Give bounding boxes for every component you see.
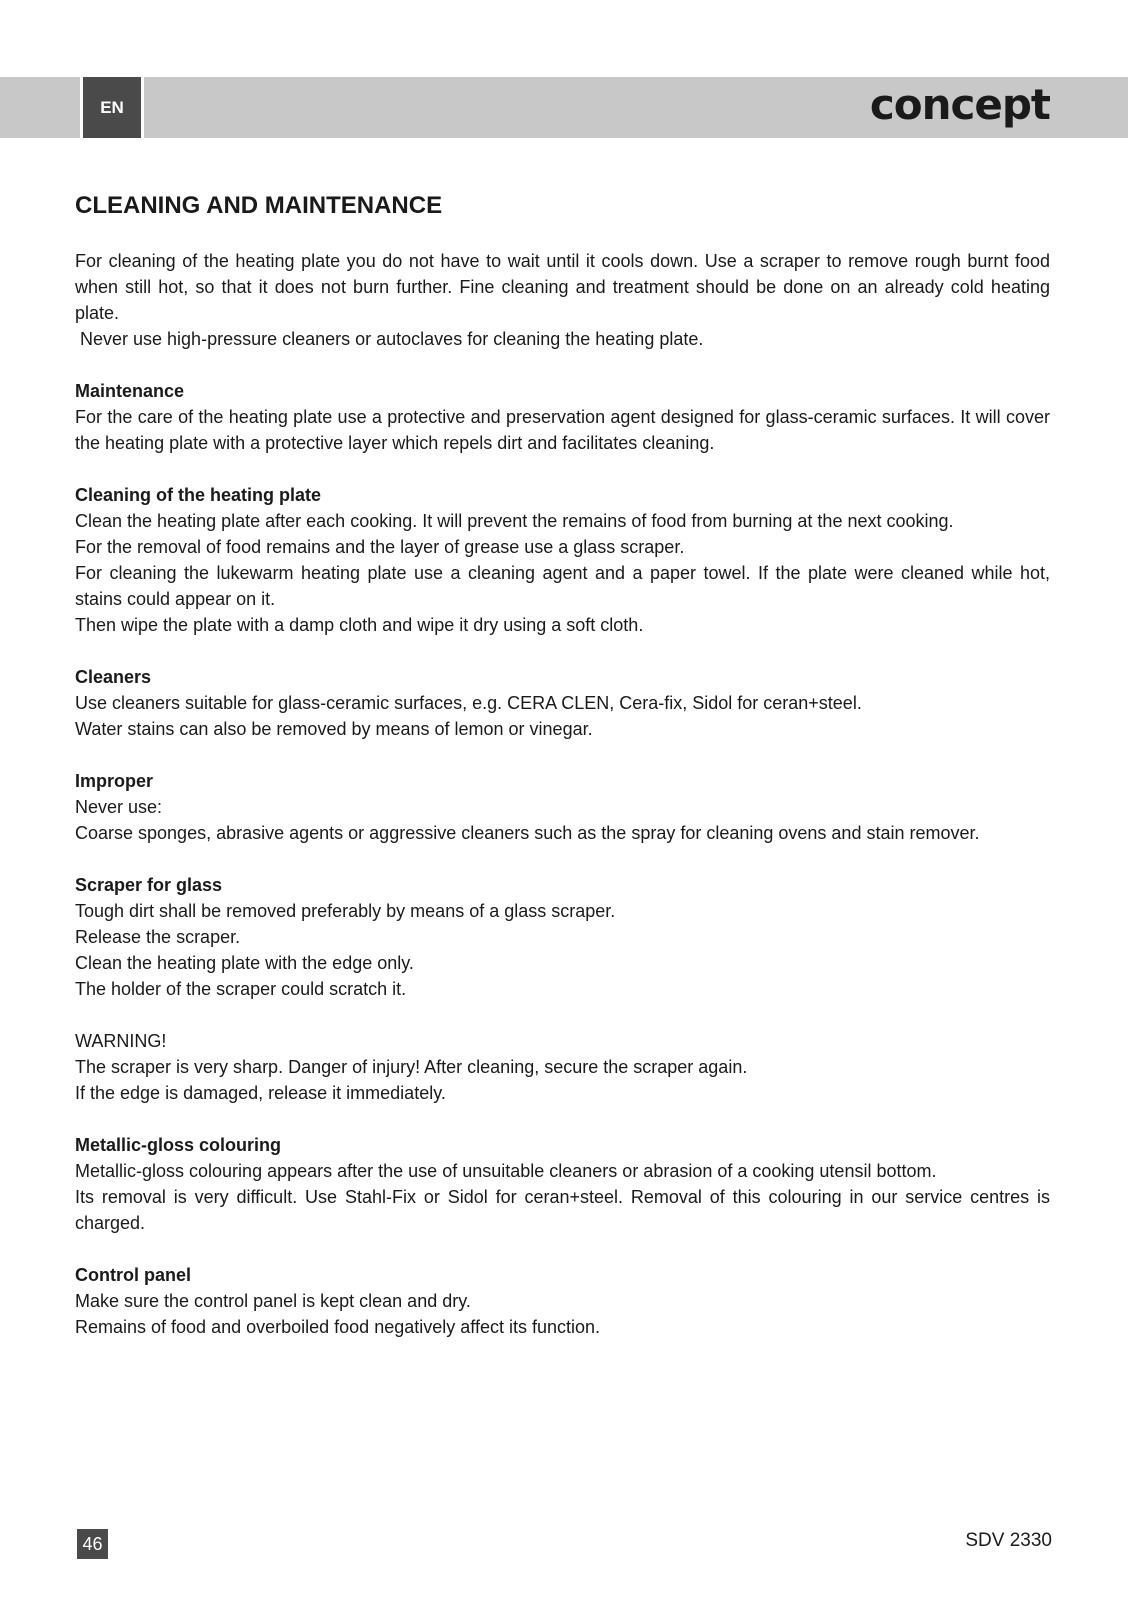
- section-scraper-for-glass: [75, 872, 1050, 1002]
- page-title: CLEANING AND MAINTENANCE: [75, 192, 443, 219]
- section-line: Make sure the control panel is kept clean and dry.: [75, 1291, 471, 1311]
- page-content: [75, 190, 1050, 1366]
- section-title: Cleaning of the heating plate: [75, 485, 322, 505]
- page-number: 46: [77, 1529, 108, 1559]
- section-line: Then wipe the plate with a damp cloth and wipe it dry using a soft cloth.: [75, 615, 644, 635]
- section-line: Clean the heating plate after each cooking. It will prevent the remains of food from burning at the next cooking.: [75, 511, 954, 531]
- section-cleaning-heating-plate: [75, 482, 1050, 638]
- section-line: Coarse sponges, abrasive agents or aggressive cleaners such as the spray for cleaning ovens and stain remover.: [75, 823, 980, 843]
- section-line: Tough dirt shall be removed preferably by means of a glass scraper.: [75, 901, 616, 921]
- section-title: Cleaners: [75, 667, 152, 687]
- section-line: For the removal of food remains and the layer of grease use a glass scraper.: [75, 537, 685, 557]
- section-line: Never use:: [75, 797, 163, 817]
- section-line: Water stains can also be removed by means of lemon or vinegar.: [75, 719, 593, 739]
- section-title: Metallic-gloss colouring: [75, 1135, 282, 1155]
- intro-paragraph: Never use high-pressure cleaners or autoclaves for cleaning the heating plate.: [75, 329, 704, 349]
- warning-heading: WARNING!: [75, 1031, 167, 1051]
- section-line: For the care of the heating plate use a protective and preservation agent designed for glass-ceramic surfaces. It will cover the heating plate with a protective layer which repels dirt and facilitates cleaning.: [75, 407, 1050, 453]
- section-line: Metallic-gloss colouring appears after the use of unsuitable cleaners or abrasion of a cooking utensil bottom.: [75, 1161, 937, 1181]
- section-metallic-gloss: [75, 1132, 1050, 1236]
- section-line: For cleaning the lukewarm heating plate use a cleaning agent and a paper towel. If the plate were cleaned while hot, stains could appear on it.: [75, 563, 1050, 609]
- section-line: Release the scraper.: [75, 927, 241, 947]
- section-warning: [75, 1028, 1050, 1106]
- section-maintenance: [75, 378, 1050, 456]
- intro-section: [75, 248, 1050, 352]
- section-cleaners: [75, 664, 1050, 742]
- section-title: Maintenance: [75, 381, 185, 401]
- model-number: SDV 2330: [965, 1530, 1052, 1551]
- section-line: Clean the heating plate with the edge only.: [75, 953, 414, 973]
- section-title: Improper: [75, 771, 154, 791]
- brand-logo: concept: [869, 80, 1050, 129]
- section-title: Scraper for glass: [75, 875, 223, 895]
- section-control-panel: [75, 1262, 1050, 1340]
- section-title: Control panel: [75, 1265, 191, 1285]
- section-line: If the edge is damaged, release it immediately.: [75, 1083, 446, 1103]
- section-line: Use cleaners suitable for glass-ceramic surfaces, e.g. CERA CLEN, Cera-fix, Sidol for ceran+steel.: [75, 693, 862, 713]
- section-line: Remains of food and overboiled food negatively affect its function.: [75, 1317, 600, 1337]
- section-line: Its removal is very difficult. Use Stahl-Fix or Sidol for ceran+steel. Removal of this colouring in our service centres is charged.: [75, 1187, 1050, 1233]
- section-line: The scraper is very sharp. Danger of injury! After cleaning, secure the scraper again.: [75, 1057, 748, 1077]
- language-badge: EN: [80, 77, 144, 138]
- intro-paragraph: For cleaning of the heating plate you do not have to wait until it cools down. Use a scraper to remove rough burnt food when still hot, so that it does not burn further. Fine cleaning and treatment should be done on an already cold heating plate.: [75, 251, 1050, 323]
- section-line: The holder of the scraper could scratch it.: [75, 979, 407, 999]
- section-improper: [75, 768, 1050, 846]
